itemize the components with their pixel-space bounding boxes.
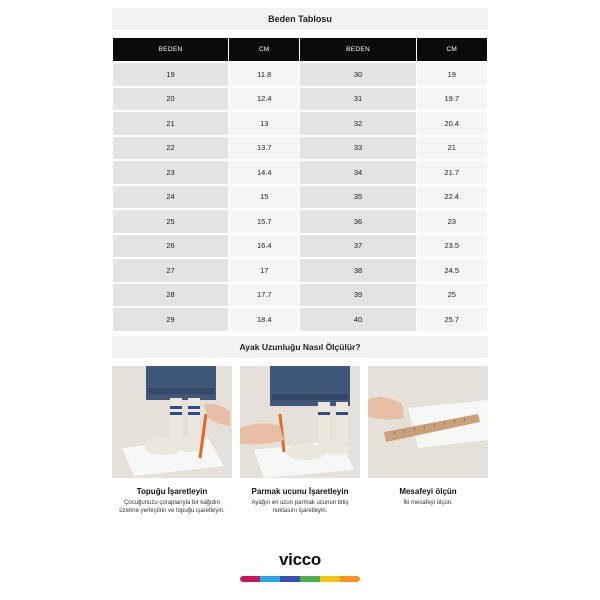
size-cell: 28 — [113, 284, 228, 307]
step-mark-toe — [240, 366, 360, 515]
table-row — [113, 186, 487, 209]
brand-logo: vicco — [279, 550, 321, 569]
step-title: Mesafeyi ölçün — [399, 487, 457, 496]
cm-cell: 21 — [417, 137, 487, 160]
size-cell: 30 — [300, 63, 415, 86]
cm-cell: 19 — [417, 63, 487, 86]
cm-cell: 23 — [417, 210, 487, 233]
cm-cell: 16.4 — [229, 235, 299, 258]
table-row — [113, 235, 487, 258]
size-cell: 34 — [300, 161, 415, 184]
stripe-segment — [280, 576, 300, 582]
brand-color-stripe — [240, 576, 360, 582]
size-cell: 26 — [113, 235, 228, 258]
size-cell: 29 — [113, 308, 228, 331]
cm-cell: 15 — [229, 186, 299, 209]
stripe-segment — [300, 576, 320, 582]
size-cell: 37 — [300, 235, 415, 258]
table-row — [113, 137, 487, 160]
step-title: Topuğu İşaretleyin — [136, 487, 208, 496]
child-standing-marking-toe-photo — [240, 366, 360, 478]
measure-guide-title-band — [112, 336, 488, 358]
table-row — [113, 210, 487, 233]
cm-cell: 21.7 — [417, 161, 487, 184]
header-cm-2: CM — [417, 38, 487, 61]
stripe-segment — [260, 576, 280, 582]
cm-cell: 25.7 — [417, 308, 487, 331]
step-description: Çocuğunuzu çoraplarıyla bir kağıdın üzerine yerleştirin ve topuğu işaretleyin. — [119, 500, 225, 514]
cm-cell: 23.5 — [417, 235, 487, 258]
step-description: Ayağın en uzun parmak ucunun bitiş noktasını işaretleyin. — [251, 500, 349, 514]
size-chart-header-row — [113, 38, 487, 61]
size-cell: 19 — [113, 63, 228, 86]
size-cell: 24 — [113, 186, 228, 209]
header-cm-1: CM — [229, 38, 299, 61]
ruler-measuring-paper-photo — [368, 366, 488, 478]
size-cell: 32 — [300, 112, 415, 135]
cm-cell: 22.4 — [417, 186, 487, 209]
size-cell: 25 — [113, 210, 228, 233]
cm-cell: 13 — [229, 112, 299, 135]
size-cell: 22 — [113, 137, 228, 160]
table-row — [113, 161, 487, 184]
stripe-segment — [340, 576, 360, 582]
header-beden-1: BEDEN — [113, 38, 228, 61]
stripe-segment — [320, 576, 340, 582]
table-row — [113, 88, 487, 111]
header-beden-2: BEDEN — [300, 38, 415, 61]
cm-cell: 15.7 — [229, 210, 299, 233]
cm-cell: 25 — [417, 284, 487, 307]
cm-cell: 24.5 — [417, 259, 487, 282]
cm-cell: 17 — [229, 259, 299, 282]
size-cell: 39 — [300, 284, 415, 307]
stripe-segment — [240, 576, 260, 582]
table-row — [113, 112, 487, 135]
cm-cell: 13.7 — [229, 137, 299, 160]
measure-steps — [112, 366, 488, 536]
size-cell: 27 — [113, 259, 228, 282]
cm-cell: 14.4 — [229, 161, 299, 184]
cm-cell: 19.7 — [417, 88, 487, 111]
cm-cell: 12.4 — [229, 88, 299, 111]
size-cell: 33 — [300, 137, 415, 160]
size-cell: 23 — [113, 161, 228, 184]
table-row — [113, 284, 487, 307]
table-row — [113, 63, 487, 86]
step-mark-heel — [112, 366, 232, 515]
size-cell: 21 — [113, 112, 228, 135]
step-measure-distance — [368, 366, 488, 507]
cm-cell: 20.4 — [417, 112, 487, 135]
table-row — [113, 308, 487, 331]
step-description: İki mesafeyi ölçün. — [403, 500, 453, 506]
cm-cell: 11.8 — [229, 63, 299, 86]
step-title: Parmak ucunu İşaretleyin — [251, 487, 349, 496]
size-cell: 35 — [300, 186, 415, 209]
size-chart-title: Beden Tablosu — [268, 14, 332, 24]
table-row — [113, 259, 487, 282]
size-chart-table — [112, 36, 488, 333]
child-standing-marking-heel-photo — [112, 366, 232, 478]
size-cell: 31 — [300, 88, 415, 111]
size-cell: 38 — [300, 259, 415, 282]
measure-guide-title: Ayak Uzunluğu Nasıl Ölçülür? — [239, 342, 361, 352]
size-cell: 40 — [300, 308, 415, 331]
size-cell: 20 — [113, 88, 228, 111]
size-cell: 36 — [300, 210, 415, 233]
size-chart-title-band — [112, 8, 488, 30]
cm-cell: 18.4 — [229, 308, 299, 331]
cm-cell: 17.7 — [229, 284, 299, 307]
